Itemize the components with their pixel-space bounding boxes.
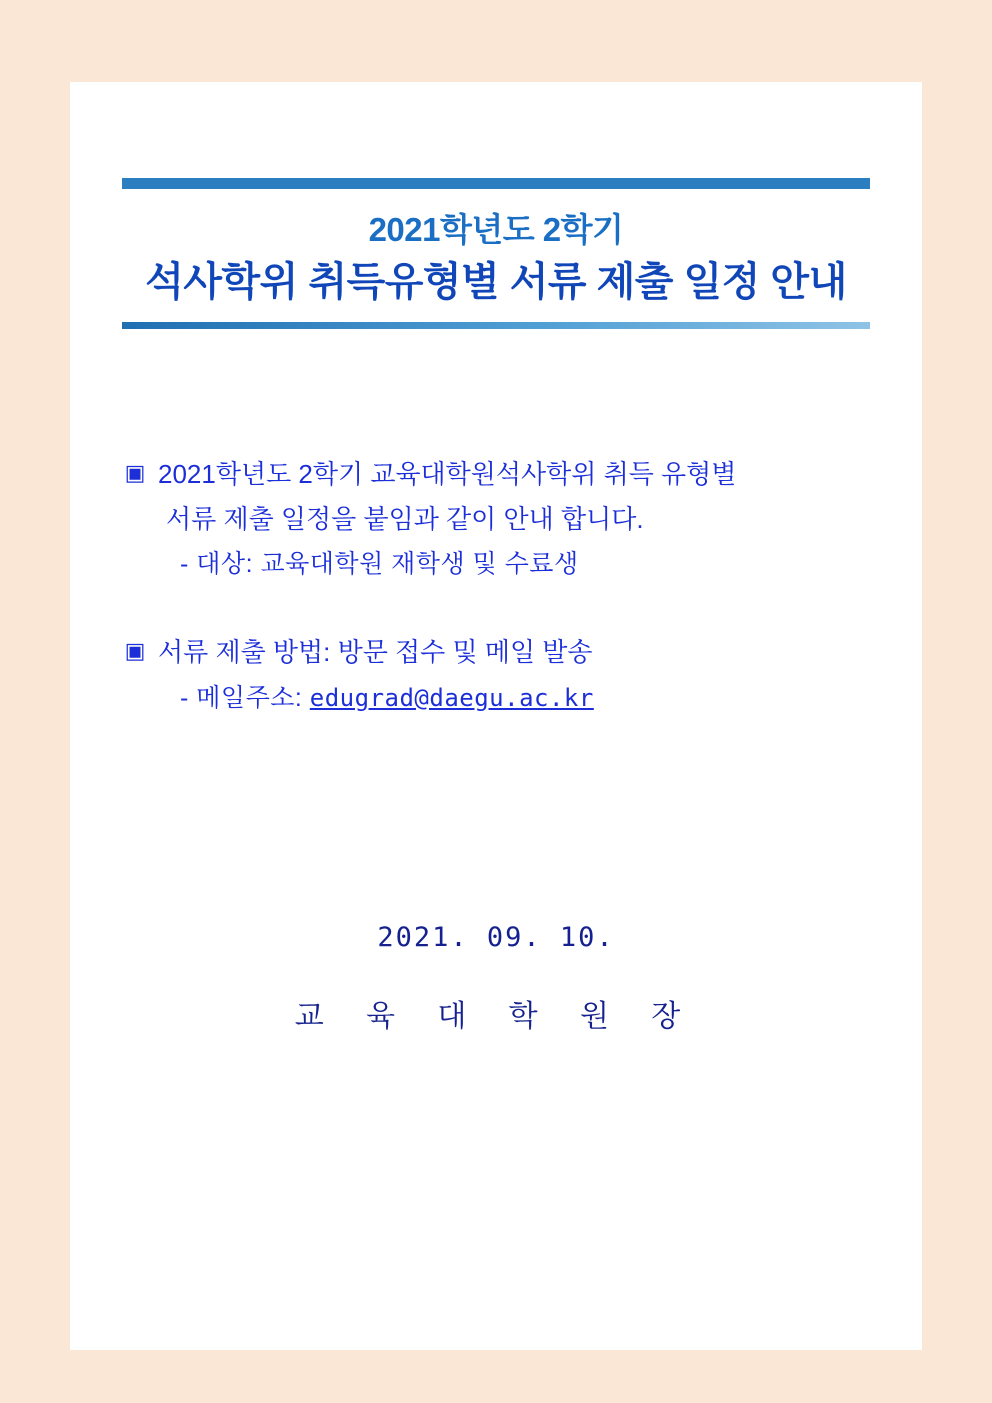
section-2-text	[158, 630, 882, 675]
title-wrap	[122, 189, 870, 322]
signature-block	[70, 922, 922, 1035]
header-rule-bottom	[122, 322, 870, 329]
email-link[interactable]: edugrad@daegu.ac.kr	[309, 683, 594, 712]
document-paper	[70, 82, 922, 1350]
section-2-subline-prefix: - 메일주소:	[180, 683, 303, 712]
page-title-line1: 2021학년도 2학기	[368, 211, 624, 248]
section-2	[122, 630, 882, 675]
section-1-line1: 2021학년도 2학기 교육대학원석사학위 취득 유형별	[158, 459, 737, 489]
section-1-text	[158, 452, 882, 541]
section-1	[122, 452, 882, 541]
square-bullet-icon: ▣	[124, 460, 146, 485]
page-title-line2: 석사학위 취득유형별 서류 제출 일정 안내	[145, 260, 847, 305]
document-header	[122, 178, 870, 329]
section-1-line2: 서류 제출 일정을 붙임과 같이 안내 합니다.	[166, 503, 644, 534]
document-body	[122, 452, 882, 719]
signature-name: 교 육 대 학 원 장	[294, 1000, 698, 1033]
section-2-line1: 서류 제출 방법: 방문 접수 및 메일 발송	[158, 636, 593, 667]
section-1-subline: - 대상: 교육대학원 재학생 및 수료생	[180, 550, 579, 579]
section-spacer	[122, 586, 882, 630]
signature-date: 2021. 09. 10.	[377, 922, 615, 953]
square-bullet-icon: ▣	[124, 637, 146, 663]
header-rule-top	[122, 178, 870, 189]
section-2-subline	[180, 677, 882, 720]
